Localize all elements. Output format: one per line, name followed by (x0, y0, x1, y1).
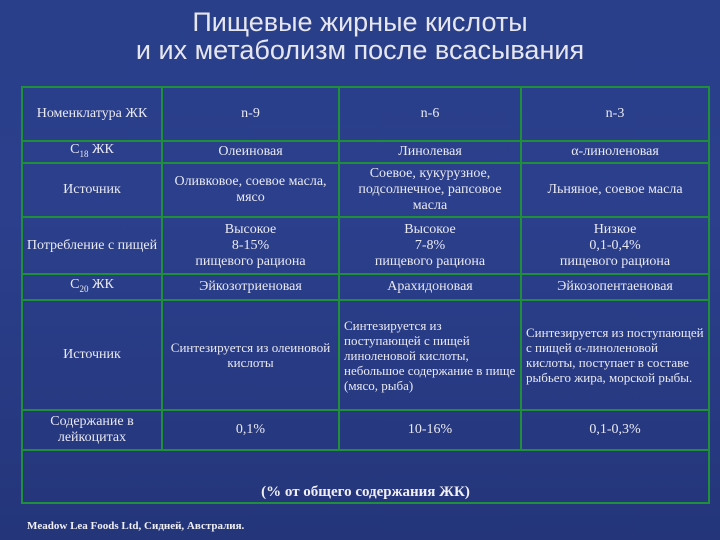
cell-c20-n9: Эйкозотриеновая (162, 274, 339, 300)
table-row-consumption (22, 217, 709, 274)
page-title (60, 8, 660, 64)
row-label-c18: $C_{18}$ ЖК (22, 141, 162, 163)
row-label-leukocytes: Содержание в лейкоцитах (22, 410, 162, 450)
table-note-row (22, 450, 709, 503)
cell-leukocytes-n6: 10-16% (339, 410, 521, 450)
row-label-c20: $C_{20}$ ЖК (22, 274, 162, 300)
row-label-source-2: Источник (22, 300, 162, 410)
cell-leukocytes-n9: 0,1% (162, 410, 339, 450)
cell-consumption-n3: Низкое 0,1-0,4% пищевого рациона (521, 217, 709, 274)
header-n3: n-3 (521, 87, 709, 141)
table-row-source-2 (22, 300, 709, 410)
table-row-leukocytes (22, 410, 709, 450)
cell-consumption-n9: Высокое 8-15% пищевого рациона (162, 217, 339, 274)
header-nomenclature: Номенклатура ЖК (22, 87, 162, 141)
cell-c20-n3: Эйкозопентаеновая (521, 274, 709, 300)
table-row-source-1 (22, 163, 709, 217)
title-line-1: Пищевые жирные кислоты (192, 7, 528, 37)
fatty-acids-table (21, 86, 710, 504)
source-footer: Meadow Lea Foods Ltd, Сидней, Австралия. (27, 520, 245, 532)
header-n9: n-9 (162, 87, 339, 141)
cell-source2-n6: Синтезируется из поступающей с пищей линоленовой кислоты, небольшое содержание в пище (мясо, рыба) (339, 300, 521, 410)
table-row-c18 (22, 141, 709, 163)
cell-source1-n6: Соевое, кукурузное, подсолнечное, рапсовое масла (339, 163, 521, 217)
cell-source2-n3: Синтезируется из поступающей с пищей α-линоленовой кислоты, поступает в составе рыбьего жира, морской рыбы. (521, 300, 709, 410)
percent-note: (% от общего содержания ЖК) (261, 484, 470, 500)
cell-source2-n9: Синтезируется из олеиновой кислоты (162, 300, 339, 410)
table-row-c20 (22, 274, 709, 300)
cell-c18-n6: Линолевая (339, 141, 521, 163)
header-n6: n-6 (339, 87, 521, 141)
row-label-source-1: Источник (22, 163, 162, 217)
title-line-2: и их метаболизм после всасывания (135, 35, 585, 65)
cell-source1-n9: Оливковое, соевое масла, мясо (162, 163, 339, 217)
row-label-consumption: Потребление с пищей (22, 217, 162, 274)
cell-leukocytes-n3: 0,1-0,3% (521, 410, 709, 450)
table-header-row (22, 87, 709, 141)
cell-source1-n3: Льняное, соевое масла (521, 163, 709, 217)
cell-c20-n6: Арахидоновая (339, 274, 521, 300)
cell-c18-n3: α-линоленовая (521, 141, 709, 163)
cell-consumption-n6: Высокое 7-8% пищевого рациона (339, 217, 521, 274)
table-note-cell (22, 450, 709, 503)
cell-c18-n9: Олеиновая (162, 141, 339, 163)
